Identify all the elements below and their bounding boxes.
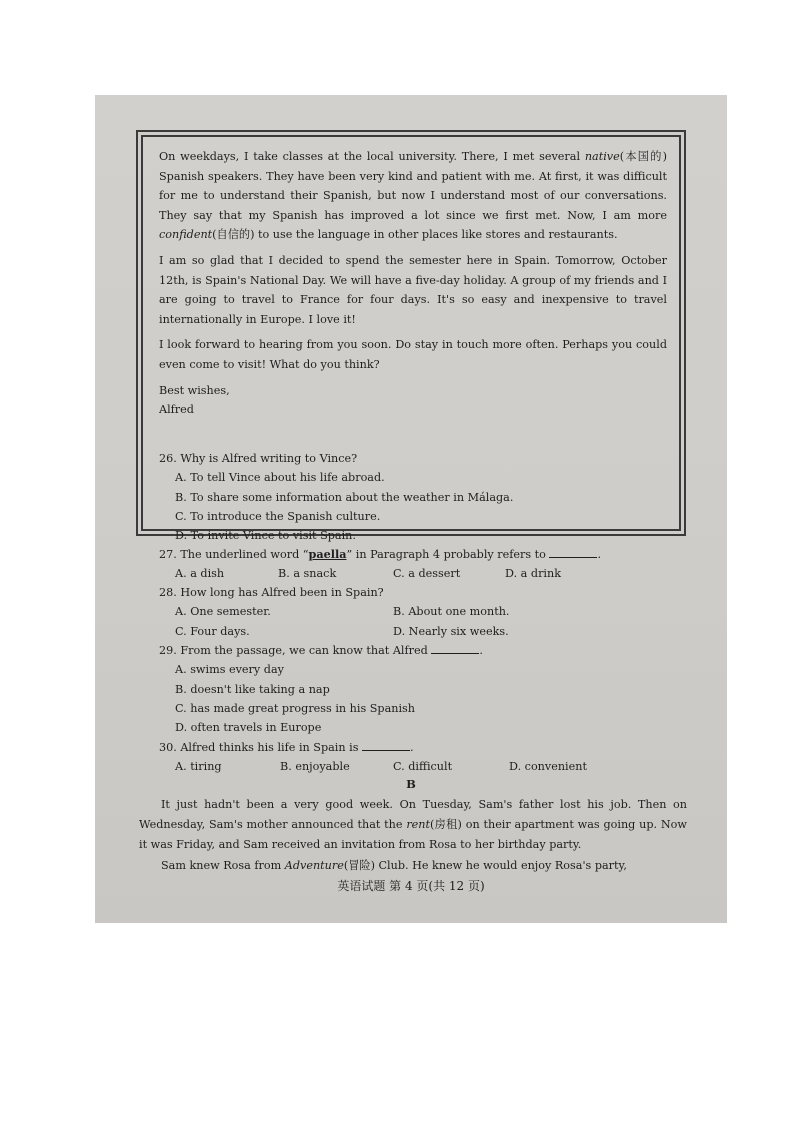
text: (自信的) to use the language in other places like stores and restaurants.: [212, 228, 618, 242]
option-a: A. swims every day: [175, 663, 284, 677]
question-stem: [159, 548, 601, 561]
letter-closing: Best wishes,: [159, 383, 230, 397]
option-d: D. a drink: [505, 567, 561, 581]
exam-page: [95, 95, 727, 923]
option-b: B. enjoyable: [280, 760, 350, 774]
letter-paragraph-2: I am so glad that I decided to spend the semester here in Spain. Tomorrow, October 12th, is Spain's National Day. We will have a five-day holiday. A group of my friends and I are going to travel to France for four days. It's so easy and inexpensive to travel internationally in Europe. I love it!: [159, 253, 667, 326]
question-stem: [159, 644, 483, 657]
underlined-word: paella: [308, 547, 347, 561]
text: Sam knew Rosa from: [161, 858, 285, 872]
options-row: [159, 757, 699, 776]
italic-word-adventure: Adventure: [284, 858, 344, 872]
option-a: A. tiring: [175, 760, 222, 774]
italic-word-native: native: [584, 150, 620, 163]
text: On weekdays, I take classes at the local university. There, I met several: [159, 150, 585, 163]
text: (冒险) Club. He knew he would enjoy Rosa's party,: [343, 858, 627, 872]
options-row: [159, 622, 699, 641]
option-c: C. To introduce the Spanish culture.: [175, 509, 381, 523]
italic-word-rent: rent: [406, 818, 430, 832]
option-b: B. a snack: [278, 567, 337, 581]
options-row: [159, 602, 699, 621]
letter-paragraph-3: I look forward to hearing from you soon. Do stay in touch more often. Perhaps you could even come to visit! What do you think?: [159, 338, 667, 371]
text: 27. The underlined word “: [159, 548, 309, 561]
text: 30. Alfred thinks his life in Spain is: [159, 741, 362, 754]
option-d: D. often travels in Europe: [175, 721, 322, 735]
option-b: B. doesn't like taking a nap: [175, 682, 330, 696]
question-29: [159, 641, 699, 737]
option-a: A. One semester.: [175, 605, 271, 619]
text: .: [597, 548, 602, 561]
passage-b-paragraph-1: [139, 795, 687, 856]
options-row: [159, 564, 699, 583]
option-b: B. About one month.: [393, 605, 510, 619]
option-d: D. convenient: [509, 760, 587, 774]
option-b: B. To share some information about the weather in Málaga.: [175, 490, 514, 504]
question-30: [159, 738, 699, 777]
question-26: [159, 449, 699, 545]
text: .: [479, 644, 483, 657]
option-c: C. difficult: [393, 760, 453, 774]
question-27: [159, 545, 699, 584]
question-28: [159, 583, 699, 641]
passage-b: [139, 795, 687, 876]
option-c: C. has made great progress in his Spanish: [175, 701, 415, 715]
option-d: D. Nearly six weeks.: [393, 624, 509, 638]
text: 29. From the passage, we can know that Alfred: [159, 644, 432, 657]
option-a: A. To tell Vince about his life abroad.: [175, 471, 385, 485]
text: ” in Paragraph 4 probably refers to: [346, 548, 550, 561]
letter-signature: Alfred: [159, 403, 194, 417]
option-d: D. To invite Vince to visit Spain.: [175, 529, 356, 543]
text: (房租) on their apartment was going up. Now it was Friday, and Sam received an invitation from Rosa to her birthday party.: [139, 818, 687, 852]
option-c: C. a dessert: [393, 567, 461, 581]
page-footer: 英语试题 第 4 页(共 12 页): [337, 879, 485, 893]
question-stem: 26. Why is Alfred writing to Vince?: [159, 452, 358, 465]
italic-word-confident: confident: [159, 228, 213, 242]
question-stem: 28. How long has Alfred been in Spain?: [159, 586, 384, 599]
answer-blank: [549, 547, 597, 558]
question-stem: [159, 741, 414, 754]
letter-paragraph-1: [159, 147, 667, 245]
option-c: C. Four days.: [175, 624, 250, 638]
answer-blank: [431, 643, 479, 654]
answer-blank: [362, 740, 410, 751]
section-b-heading: B: [406, 777, 416, 791]
passage-b-paragraph-2: [139, 856, 687, 876]
text: (本国的) Spanish speakers. They have been very kind and patient with me. At first, it was difficult for me to understand their Spanish, but now I understand most of our conversations. They say that my Spanish has improved a lot since we first met. Now, I am more: [159, 150, 667, 222]
text: .: [410, 741, 414, 754]
text: It just hadn't been a very good week. On Tuesday, Sam's father lost his job. Then on Wednesday, Sam's mother announced that the: [139, 798, 687, 832]
option-a: A. a dish: [175, 567, 225, 581]
